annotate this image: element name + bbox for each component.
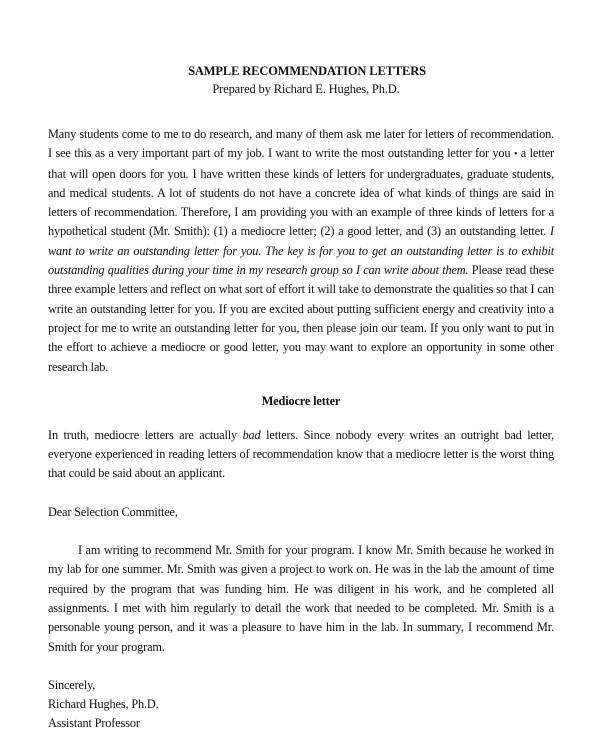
intro-text-3: Please read these three example letters and reflect on what sort of effort it will take to demonstrate the qualities so that I can write an outstanding letter for you. If you are excited about putting sufficient energy and creativity into a project for me to write an outstanding letter for you, then please join our team. If you only want to put in the effort to achieve a mediocre or good letter, you may want to explore an opportunity in some other research lab. (48, 263, 554, 374)
bullet-glyph: • (513, 149, 518, 161)
document-title: SAMPLE RECOMMENDATION LETTERS (188, 64, 426, 78)
mediocre-note-text-2: letters. Since nobody every writes an outright bad letter, everyone experienced in reading letters of recommendation know that a mediocre letter is the worst thing that could be said about an applicant. (48, 427, 554, 481)
document-page (48, 62, 554, 733)
mediocre-note-text-1: In truth, mediocre letters are actually (48, 427, 243, 442)
letter-salutation: Dear Selection Committee, (48, 504, 178, 519)
letter-closing (48, 676, 554, 733)
closing-signer-position: Assistant Professor (48, 715, 140, 730)
document-subtitle: Prepared by Richard E. Hughes, Ph.D. (212, 82, 400, 96)
closing-signer-name: Richard Hughes, Ph.D. (48, 696, 159, 711)
intro-paragraph (48, 125, 554, 377)
intro-text-2: a letter that will open doors for you. I have written these kinds of letters for undergraduates, graduate students, and medical students. A lot of students do not have a concrete idea of what kinds of things are said in letters of recommendation. Therefore, I am providing you with an example of three kinds of letters for a hypothetical student (Mr. Smith): (1) a mediocre letter; (2) a good letter, and (3) an outstanding letter. (48, 146, 554, 239)
intro-italic-text: I want to write an outstanding letter for you. The key is for you to get an outstanding letter is to exhibit outstanding qualities during your time in my research group so I can write about them. (48, 224, 554, 278)
section-heading-mediocre: Mediocre letter (261, 393, 341, 408)
mediocre-note-italic: bad (242, 427, 261, 442)
closing-valediction: Sincerely, (48, 677, 96, 692)
intro-text-1: Many students come to me to do research, and many of them ask me later for letters of recommendation. I see this as a very important part of my job. I want to write the most outstanding letter for you (48, 127, 554, 161)
mediocre-note-paragraph (48, 426, 554, 484)
letter-body-paragraph: I am writing to recommend Mr. Smith for your program. I know Mr. Smith because he worked in my lab for one summer. Mr. Smith was given a project to work on. He was in the lab the amount of time required by the program that was funding him. He was diligent in his work, and he completed all assignments. I met with him regularly to detail the work that needed to be completed. Mr. Smith is a personable young person, and it was a pleasure to have him in the lab. In summary, I recommend Mr. Smith for your program. (48, 543, 554, 654)
